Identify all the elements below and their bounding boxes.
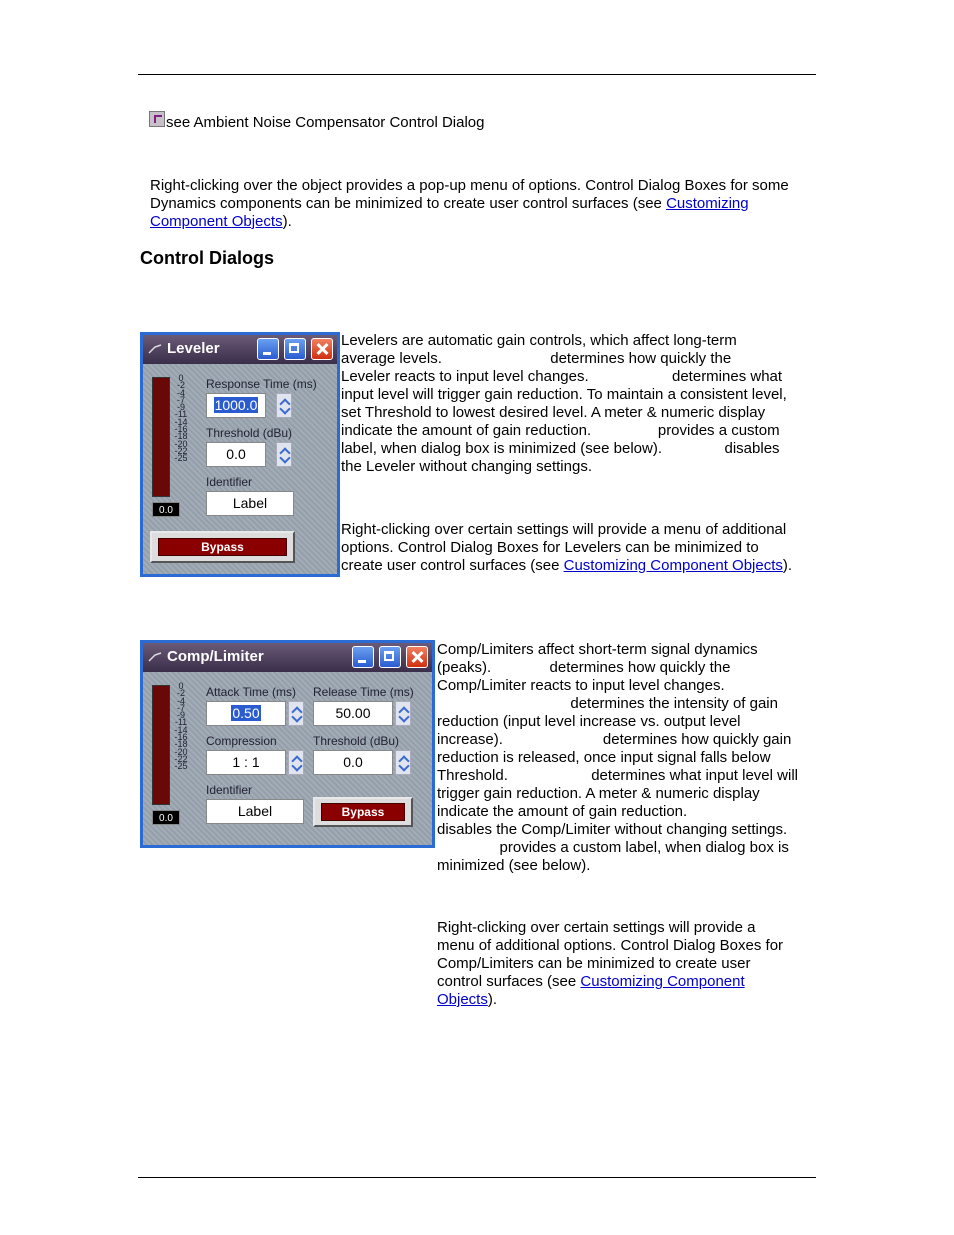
- minimize-button[interactable]: [352, 646, 374, 668]
- level-meter: [152, 377, 170, 497]
- release-time-label: Release Time (ms): [313, 685, 414, 699]
- meter-tick: -16: [174, 424, 188, 435]
- text-line: reduction is released, once input signal falls below: [437, 749, 771, 766]
- response-time-spinner[interactable]: [276, 393, 292, 418]
- top-rule: [138, 74, 816, 75]
- meter-tick: -4: [176, 695, 185, 706]
- meter-tick: -18: [174, 739, 188, 750]
- attack-time-label: Attack Time (ms): [206, 685, 297, 699]
- meter-tick: -22: [174, 445, 188, 456]
- comp-limiter-dialog: [140, 640, 435, 848]
- ambient-noise-note: see Ambient Noise Compensator Control Dialog: [166, 114, 485, 131]
- dialog-title: Leveler: [167, 340, 220, 357]
- meter-tick: -9: [176, 402, 185, 413]
- customizing-link[interactable]: Customizing Component: [580, 973, 745, 990]
- identifier-label: Identifier: [206, 783, 253, 797]
- meter-scale: [172, 683, 190, 771]
- meter-tick: -16: [174, 732, 188, 743]
- response-time-field[interactable]: 1000.0: [206, 393, 266, 418]
- compression-field[interactable]: 1 : 1: [206, 750, 286, 775]
- meter-value: 0.0: [152, 810, 180, 825]
- text-line: increase). determines how quickly gain: [437, 731, 792, 748]
- meter-tick: -11: [174, 717, 188, 728]
- compression-label: Compression: [206, 734, 277, 748]
- dialog-title: Comp/Limiter: [167, 648, 264, 665]
- maximize-button[interactable]: [284, 338, 306, 360]
- bottom-rule: [138, 1177, 816, 1178]
- meter-tick: -20: [174, 438, 188, 449]
- meter-tick: -20: [174, 746, 188, 757]
- comp-limiter-description: [437, 641, 827, 875]
- comp-limiter-note: Right-clicking over certain settings will provide a menu of additional options. Control Dialog Boxes for Comp/Limiters can be minimized to create user control surfaces (see Customizing Component Objects).: [437, 919, 784, 1008]
- text-line: input level will trigger gain reduction. To maintain a consistent level,: [341, 386, 787, 403]
- leveler-description: [341, 332, 821, 476]
- identifier-field[interactable]: Label: [206, 491, 294, 516]
- meter-tick: -2: [176, 688, 185, 699]
- threshold-field[interactable]: 0.0: [313, 750, 393, 775]
- release-time-field[interactable]: 50.00: [313, 701, 393, 726]
- meter-tick: -25: [174, 453, 188, 464]
- text-line: Comp/Limiter reacts to input level changes.: [437, 677, 725, 694]
- meter-tick: -14: [174, 416, 188, 427]
- text-line: disables the Comp/Limiter without changing settings.: [437, 821, 788, 838]
- text-line: provides a custom label, when dialog box is: [437, 839, 789, 856]
- text-line: indicate the amount of gain reduction. provides a custom: [341, 422, 780, 439]
- bypass-button[interactable]: Bypass: [150, 531, 295, 563]
- text-line: set Threshold to lowest desired level. A meter & numeric display: [341, 404, 766, 421]
- maximize-button[interactable]: [379, 646, 401, 668]
- intro-paragraph: Right-clicking over the object provides a pop-up menu of options. Control Dialog Boxes for some Dynamics components can be minimized to create user control surfaces (see Customizing Component Objects).: [150, 177, 789, 230]
- curve-icon: [148, 341, 162, 355]
- meter-scale: [172, 375, 190, 463]
- meter-tick: -11: [174, 409, 188, 420]
- level-meter: [152, 685, 170, 805]
- ambient-noise-icon[interactable]: [149, 111, 165, 127]
- text-line: (peaks). determines how quickly the: [437, 659, 731, 676]
- meter-tick: -14: [174, 724, 188, 735]
- meter-tick: -4: [176, 387, 185, 398]
- meter-value: 0.0: [152, 502, 180, 517]
- threshold-spinner[interactable]: [276, 442, 292, 467]
- close-button[interactable]: [311, 338, 333, 360]
- text-line: indicate the amount of gain reduction.: [437, 803, 688, 820]
- bypass-button[interactable]: Bypass: [313, 797, 413, 827]
- response-time-label: Response Time (ms): [206, 377, 317, 391]
- threshold-label: Threshold (dBu): [313, 734, 400, 748]
- curve-icon: [148, 649, 162, 663]
- minimize-button[interactable]: [257, 338, 279, 360]
- identifier-label: Identifier: [206, 475, 253, 489]
- meter-tick: -18: [174, 431, 188, 442]
- text-line: Comp/Limiters affect short-term signal dynamics: [437, 641, 758, 658]
- meter-tick: -7: [176, 394, 185, 405]
- text-line: the Leveler without changing settings.: [341, 458, 592, 475]
- meter-tick: -25: [174, 761, 188, 772]
- section-title: Control Dialogs: [140, 248, 274, 268]
- threshold-label: Threshold (dBu): [206, 426, 293, 440]
- text-line: reduction (input level increase vs. output level: [437, 713, 741, 730]
- attack-time-spinner[interactable]: [288, 701, 304, 726]
- threshold-spinner[interactable]: [395, 750, 411, 775]
- leveler-titlebar[interactable]: [143, 335, 337, 364]
- close-button[interactable]: [406, 646, 428, 668]
- text-line: Levelers are automatic gain controls, which affect long-term: [341, 332, 737, 349]
- text-line: minimized (see below).: [437, 857, 591, 874]
- meter-tick: 0: [178, 681, 184, 691]
- comp-titlebar[interactable]: [143, 643, 432, 672]
- leveler-dialog: [140, 332, 340, 577]
- text-line: Threshold. determines what input level will: [437, 767, 798, 784]
- customizing-link-cont[interactable]: Objects: [437, 991, 488, 1008]
- meter-tick: -7: [176, 702, 185, 713]
- customizing-link[interactable]: Customizing Component Objects: [150, 195, 749, 230]
- text-line: Leveler reacts to input level changes. determines what: [341, 368, 783, 385]
- customizing-link[interactable]: Customizing Component Objects: [563, 557, 783, 574]
- text-line: label, when dialog box is minimized (see below). disables: [341, 440, 780, 457]
- meter-tick: -22: [174, 753, 188, 764]
- compression-spinner[interactable]: [288, 750, 304, 775]
- meter-tick: -2: [176, 380, 185, 391]
- attack-time-field[interactable]: 0.50: [206, 701, 286, 726]
- release-time-spinner[interactable]: [395, 701, 411, 726]
- text-line: trigger gain reduction. A meter & numeric display: [437, 785, 760, 802]
- text-line: determines the intensity of gain: [437, 695, 778, 712]
- text-line: average levels. determines how quickly the: [341, 350, 732, 367]
- meter-tick: -9: [176, 710, 185, 721]
- identifier-field[interactable]: Label: [206, 799, 304, 824]
- leveler-note: Right-clicking over certain settings will provide a menu of additional options. Control Dialog Boxes for Levelers can be minimized to create user control surfaces (see Customizing Component Objects).: [341, 521, 793, 574]
- meter-tick: 0: [178, 373, 184, 383]
- threshold-field[interactable]: 0.0: [206, 442, 266, 467]
